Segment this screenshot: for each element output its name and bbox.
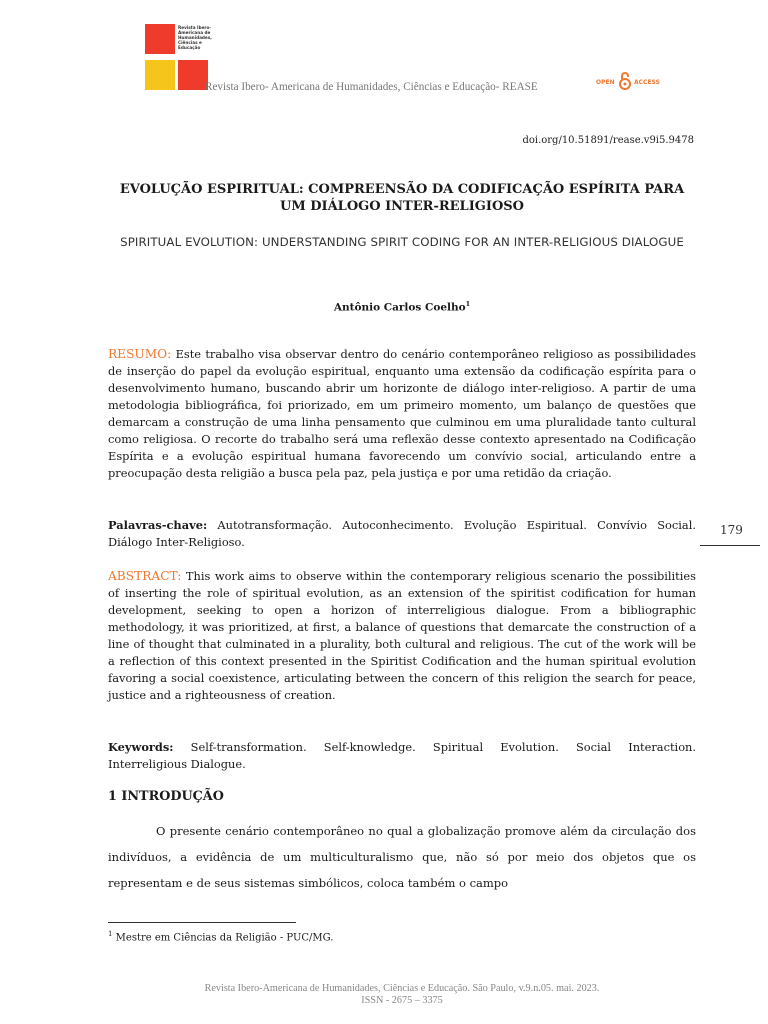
- title-english: SPIRITUAL EVOLUTION: UNDERSTANDING SPIRIT CODING FOR AN INTER-RELIGIOUS DIALOGUE: [120, 235, 684, 249]
- resumo-text: Este trabalho visa observar dentro do cenário contemporâneo religioso as possibilidades de inserção do papel da evolução espiritual, enquanto uma extensão da codificação espírita para o desenvolvimento humano, buscando abrir um horizonte de diálogo inter-religioso. A partir de uma metodologia bibliográfica, foi priorizado, em um primeiro momento, um balanço de questões que demarcam a construção de uma linha pensamento que culminou em uma pluralidade tanto cultural como religiosa. O recorte do trabalho será uma reflexão desse contexto apresentado na Codificação Espírita e a evolução espiritual humana favorecendo um convívio social, articulando entre a preocupação desta religião a busca pela paz, pela justiça e por uma retidão da criação.: [108, 347, 696, 480]
- abstract-text: This work aims to observe within the contemporary religious scenario the possibilities of inserting the role of spiritual evolution, as an extension of the spiritist codification for human development, seeking to open a horizon of interreligious dialogue. From a bibliographic methodology, it was prioritized, at first, a balance of questions that demarcate the construction of a line of thought that culminated in a plurality, both cultural and religious. The cut of the work will be a reflection of this context presented in the Spiritist Codification and the human spiritual evolution favoring a social coexistence, articulating between the concern of this religion the search for peace, justice and a righteousness of creation.: [108, 569, 696, 702]
- author: [108, 300, 696, 314]
- open-access-access-label: ACCESS: [634, 79, 660, 86]
- open-access-lock-icon: [618, 71, 632, 93]
- footer-issn: ISSN - 2675 – 3375: [361, 995, 443, 1006]
- doi-link[interactable]: doi.org/10.51891/rease.v9i5.9478: [522, 135, 694, 146]
- page-number-rule: [700, 545, 760, 546]
- footnote: [108, 930, 333, 943]
- page-number: 179: [720, 523, 743, 537]
- journal-header: Revista Ibero- Americana de Humanidades, Ciências e Educação- REASE: [205, 81, 538, 93]
- keywords-pt-label: Palavras-chave:: [108, 518, 208, 532]
- open-access-open-label: OPEN: [596, 79, 615, 86]
- keywords-pt-paragraph: [108, 517, 696, 551]
- logo-square-red-bottom: [178, 60, 208, 90]
- keywords-en-label: Keywords:: [108, 740, 174, 754]
- footnote-rule: [108, 922, 296, 923]
- footnote-mark: 1: [108, 930, 113, 938]
- footnote-text: Mestre em Ciências da Religião - PUC/MG.: [115, 932, 334, 944]
- section-heading: 1 INTRODUÇÃO: [108, 789, 224, 804]
- author-footnote-mark: 1: [465, 300, 471, 308]
- title-portuguese: EVOLUÇÃO ESPIRITUAL: COMPREENSÃO DA CODIFICAÇÃO ESPÍRITA PARA UM DIÁLOGO INTER-RELIGIOSO: [119, 182, 685, 214]
- body-paragraph: O presente cenário contemporâneo no qual a globalização promove além da circulação dos indivíduos, a evidência de um multiculturalismo que, não só por meio dos objetos que os representam e de seus sistemas simbólicos, coloca também o campo: [108, 824, 696, 890]
- logo-square-red-top: [145, 24, 175, 54]
- footer-citation: Revista Ibero-Americana de Humanidades, Ciências e Educação. São Paulo, v.9.n.05. mai. 2023.: [204, 983, 600, 994]
- author-name: Antônio Carlos Coelho: [333, 301, 466, 314]
- resumo-paragraph: [108, 346, 696, 482]
- resumo-label: RESUMO:: [108, 347, 172, 361]
- abstract-paragraph: [108, 568, 696, 704]
- logo-square-yellow: [145, 60, 175, 90]
- abstract-label: ABSTRACT:: [108, 569, 182, 583]
- keywords-en-paragraph: [108, 739, 696, 773]
- keywords-pt-text: Autotransformação. Autoconhecimento. Evolução Espiritual. Convívio Social. Diálogo Inter-Religioso.: [108, 518, 696, 549]
- keywords-en-text: Self-transformation. Self-knowledge. Spiritual Evolution. Social Interaction. Interreligious Dialogue.: [108, 740, 697, 771]
- logo-text: Revista Ibero-Americana de Humanidades, Ciências e Educação: [178, 25, 212, 50]
